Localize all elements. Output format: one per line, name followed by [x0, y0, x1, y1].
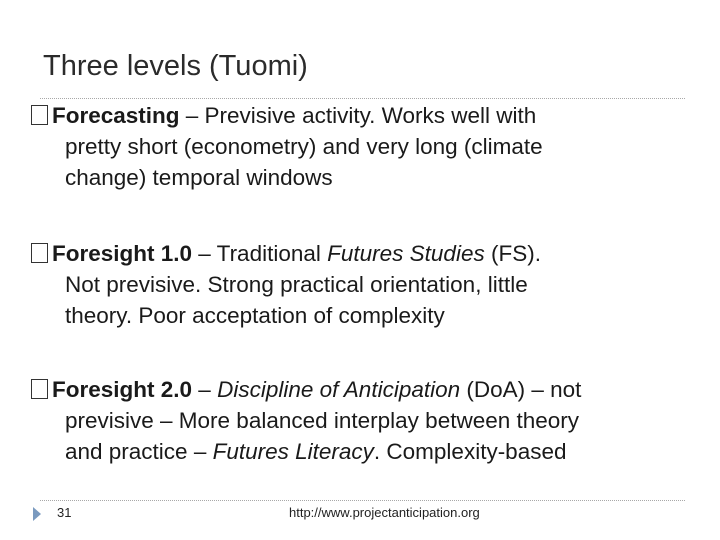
bullet-term: Forecasting	[52, 103, 180, 128]
bullet-term: Foresight 1.0	[52, 241, 193, 266]
checkbox-bullet-icon	[31, 105, 48, 125]
bullet-line	[31, 374, 691, 405]
triangle-marker-icon	[33, 507, 41, 521]
bullet-text: –	[192, 377, 218, 402]
bullet-text: theory. Poor acceptation of complexity	[65, 303, 445, 328]
bullet-line	[31, 100, 691, 131]
footer-url: http://www.projectanticipation.org	[289, 505, 480, 520]
bullet-foresight-1	[31, 238, 691, 331]
bullet-line	[31, 238, 691, 269]
checkbox-bullet-icon	[31, 379, 48, 399]
bullet-emphasis: Futures Studies	[327, 241, 485, 266]
bullet-text: change) temporal windows	[65, 165, 333, 190]
bullet-emphasis: Discipline of Anticipation	[217, 377, 461, 402]
bullet-text: . Complexity-based	[373, 439, 567, 464]
bullet-foresight-2	[31, 374, 691, 467]
bullet-text: Not previsive. Strong practical orientation, little	[65, 272, 528, 297]
title-divider	[40, 98, 685, 99]
slide-title: Three levels (Tuomi)	[43, 50, 308, 82]
bullet-text: (DoA) – not	[460, 377, 582, 402]
bullet-forecasting	[31, 100, 691, 193]
page-number: 31	[57, 505, 72, 520]
bullet-text: – Traditional	[192, 241, 328, 266]
footer-divider	[40, 500, 685, 501]
bullet-text: previsive – More balanced interplay between theory	[65, 408, 580, 433]
bullet-text: (FS).	[484, 241, 541, 266]
bullet-emphasis: Futures Literacy	[212, 439, 374, 464]
bullet-text: pretty short (econometry) and very long (climate	[65, 134, 543, 159]
checkbox-bullet-icon	[31, 243, 48, 263]
bullet-text: – Previsive activity. Works well with	[179, 103, 537, 128]
bullet-text: and practice –	[65, 439, 213, 464]
bullet-term: Foresight 2.0	[52, 377, 193, 402]
bullet-line	[31, 436, 691, 467]
